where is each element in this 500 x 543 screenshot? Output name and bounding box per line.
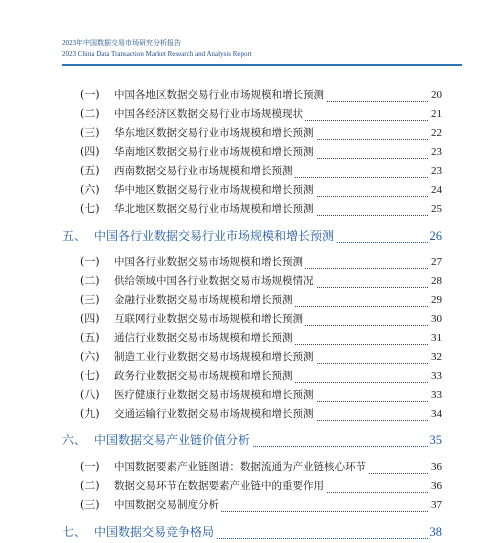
toc-entry-title: 中国各行业数据交易行业市场规模和增长预测 bbox=[94, 226, 336, 246]
toc-entry[interactable] bbox=[0, 271, 500, 291]
toc-entry-page: 31 bbox=[429, 328, 442, 348]
toc-entry-number: (二) bbox=[80, 479, 100, 492]
toc-entry-page: 32 bbox=[429, 347, 442, 367]
toc-entry-page: 34 bbox=[429, 404, 442, 424]
report-title-en: 2023 China Data Transaction Market Research and Analysis Report bbox=[62, 50, 252, 58]
toc-entry-page: 26 bbox=[428, 226, 443, 246]
toc-entry[interactable] bbox=[0, 309, 500, 329]
toc-entry-number: (三) bbox=[80, 126, 100, 139]
toc-entry-page: 36 bbox=[429, 457, 442, 477]
toc-entry-number: 六、 bbox=[62, 433, 87, 447]
toc-entry-number: (二) bbox=[80, 107, 100, 120]
toc-entry-title: 华北地区数据交易行业市场规模和增长预测 bbox=[114, 199, 316, 219]
toc-entry-number: (二) bbox=[80, 274, 100, 287]
toc-entry[interactable] bbox=[0, 347, 500, 367]
toc-entry[interactable] bbox=[0, 476, 500, 496]
toc-entry-number: (七) bbox=[80, 202, 100, 215]
toc-entry-title: 供给领域中国各行业数据交易市场规模情况 bbox=[114, 271, 316, 291]
toc-section-entry[interactable] bbox=[0, 430, 500, 450]
toc-entry[interactable] bbox=[0, 366, 500, 386]
toc-entry[interactable] bbox=[0, 199, 500, 219]
toc-entry-title: 医疗健康行业数据交易市场规模和增长预测 bbox=[114, 385, 316, 405]
toc-entry[interactable] bbox=[0, 142, 500, 162]
toc-entry-title: 中国各行业数据交易市场规模和增长预测 bbox=[114, 252, 305, 272]
toc-entry-title: 政务行业数据交易市场规模和增长预测 bbox=[114, 366, 295, 386]
toc-entry-title: 华中地区数据交易行业市场规模和增长预测 bbox=[114, 180, 316, 200]
toc-entry-number: 七、 bbox=[62, 525, 87, 539]
toc-entry-title: 中国各地区数据交易行业市场规模和增长预测 bbox=[114, 85, 326, 105]
toc-entry-number: (一) bbox=[80, 460, 100, 473]
toc-entry-title: 互联网行业数据交易市场规模和增长预测 bbox=[114, 309, 305, 329]
toc-entry-page: 22 bbox=[429, 123, 442, 143]
toc-entry-page: 24 bbox=[429, 180, 442, 200]
toc-entry-number: (四) bbox=[80, 145, 100, 158]
toc-entry-number: (三) bbox=[80, 293, 100, 306]
toc-entry-title: 制造工业行业数据交易市场规模和增长预测 bbox=[114, 347, 316, 367]
toc-entry-page: 37 bbox=[429, 495, 442, 515]
toc-entry[interactable] bbox=[0, 290, 500, 310]
toc-entry-page: 23 bbox=[429, 161, 442, 181]
toc-entry-title: 中国数据要素产业链图谱：数据流通为产业链核心环节 bbox=[114, 457, 368, 477]
toc-entry[interactable] bbox=[0, 385, 500, 405]
toc-entry[interactable] bbox=[0, 161, 500, 181]
toc-entry-page: 38 bbox=[428, 522, 443, 542]
toc-entry-number: (三) bbox=[80, 498, 100, 511]
toc-entry-number: (一) bbox=[80, 255, 100, 268]
toc-entry-number: (八) bbox=[80, 388, 100, 401]
toc-entry[interactable] bbox=[0, 104, 500, 124]
toc-entry-page: 35 bbox=[428, 430, 443, 450]
toc-entry-number: (六) bbox=[80, 183, 100, 196]
toc-entry-number: (六) bbox=[80, 350, 100, 363]
toc-entry[interactable] bbox=[0, 457, 500, 477]
toc-entry[interactable] bbox=[0, 123, 500, 143]
toc-entry-page: 25 bbox=[429, 199, 442, 219]
report-title-cn: 2023年中国数据交易市场研究分析报告 bbox=[62, 39, 181, 47]
toc-entry-page: 28 bbox=[429, 271, 442, 291]
toc-entry-title: 中国各经济区数据交易行业市场规模现状 bbox=[114, 104, 305, 124]
toc-entry-title: 交通运输行业数据交易市场规模和增长预测 bbox=[114, 404, 316, 424]
toc-entry[interactable] bbox=[0, 252, 500, 272]
toc-entry[interactable] bbox=[0, 180, 500, 200]
toc-section-entry[interactable] bbox=[0, 226, 500, 246]
toc-entry-page: 27 bbox=[429, 252, 442, 272]
toc-entry-number: (五) bbox=[80, 164, 100, 177]
toc-entry-page: 23 bbox=[429, 142, 442, 162]
toc-entry-number: (九) bbox=[80, 407, 100, 420]
toc-entry-page: 33 bbox=[429, 366, 442, 386]
toc-entry-title: 通信行业数据交易市场规模和增长预测 bbox=[114, 328, 295, 348]
toc-entry-title: 金融行业数据交易市场规模和增长预测 bbox=[114, 290, 295, 310]
toc-section-entry[interactable] bbox=[0, 522, 500, 542]
toc-entry-title: 中国数据交易产业链价值分析 bbox=[94, 430, 252, 450]
toc-entry-page: 20 bbox=[429, 85, 442, 105]
toc-entry-title: 中国数据交易制度分析 bbox=[114, 495, 221, 515]
toc-entry-page: 33 bbox=[429, 385, 442, 405]
toc-entry-number: (七) bbox=[80, 369, 100, 382]
toc-entry-page: 36 bbox=[429, 476, 442, 496]
toc-entry-title: 数据交易环节在数据要素产业链中的重要作用 bbox=[114, 476, 326, 496]
toc-entry[interactable] bbox=[0, 404, 500, 424]
toc-entry[interactable] bbox=[0, 495, 500, 515]
toc-entry-page: 30 bbox=[429, 309, 442, 329]
toc-entry[interactable] bbox=[0, 85, 500, 105]
toc-entry-title: 西南数据交易行业市场规模和增长预测 bbox=[114, 161, 295, 181]
toc-entry-number: (一) bbox=[80, 88, 100, 101]
toc-entry-title: 中国数据交易竞争格局 bbox=[94, 522, 216, 542]
toc-entry-title: 华东地区数据交易行业市场规模和增长预测 bbox=[114, 123, 316, 143]
toc-entry-page: 29 bbox=[429, 290, 442, 310]
toc-entry-number: (四) bbox=[80, 312, 100, 325]
toc-entry-number: 五、 bbox=[62, 229, 87, 243]
toc-entry[interactable] bbox=[0, 328, 500, 348]
toc-entry-title: 华南地区数据交易行业市场规模和增长预测 bbox=[114, 142, 316, 162]
toc-entry-page: 21 bbox=[429, 104, 442, 124]
toc-entry-number: (五) bbox=[80, 331, 100, 344]
